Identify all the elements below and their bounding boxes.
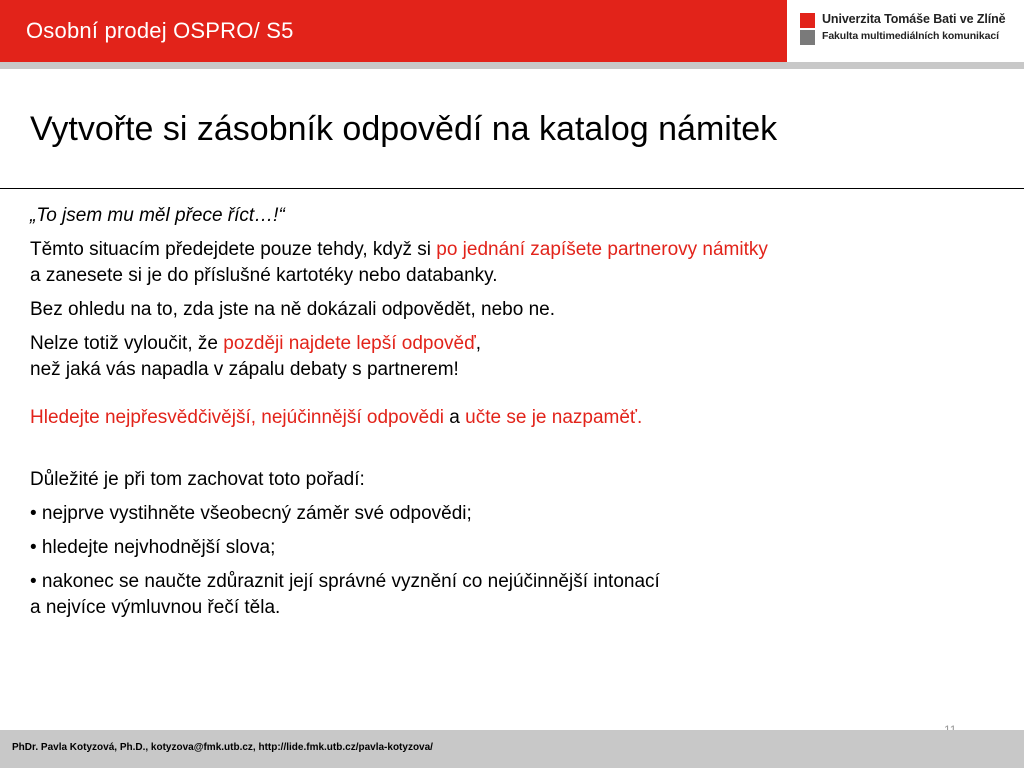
quote-text: „To jsem mu měl přece říct…!“ [30, 205, 285, 226]
spacer [30, 391, 990, 405]
paragraph-3-text-c: než jaká vás napadla v zápalu debaty s partnerem! [30, 359, 459, 380]
paragraph-3 [30, 331, 990, 383]
logo-faculty-name: Fakulta multimediálních komunikací [822, 30, 999, 42]
paragraph-1-text-a: Těmto situacím předejdete pouze tehdy, když si [30, 239, 437, 260]
header-divider-strip [0, 62, 1024, 69]
paragraph-3-text-b: , [475, 333, 482, 354]
list-item-line-2: a nejvíce výmluvnou řečí těla. [30, 597, 281, 618]
slide-title: Vytvořte si zásobník odpovědí na katalog námitek [30, 110, 778, 148]
logo-university-name: Univerzita Tomáše Bati ve Zlíně [822, 12, 1006, 26]
paragraph-1-highlight: po jednání zapíšete partnerovy námitky [436, 239, 768, 260]
paragraph-3-text-a: Nelze totiž vyloučit, že [30, 333, 224, 354]
paragraph-4-text: a [444, 407, 466, 428]
header-title: Osobní prodej OSPRO/ S5 [26, 18, 294, 43]
paragraph-1 [30, 237, 990, 289]
title-divider [0, 188, 1024, 189]
paragraph-5: Důležité je při tom zachovat toto pořadí: [30, 469, 365, 490]
list-item: • hledejte nejvhodnější slova; [30, 537, 276, 558]
paragraph-2: Bez ohledu na to, zda jste na ně dokázali odpovědět, nebo ne. [30, 299, 556, 320]
header-bar [0, 0, 787, 62]
paragraph-4 [30, 405, 990, 431]
paragraph-4-highlight-a: Hledejte nejpřesvědčivější, nejúčinnější odpovědi [30, 407, 445, 428]
list-item: • nejprve vystihněte všeobecný záměr své odpovědi; [30, 503, 472, 524]
paragraph-1-text-b: a zanesete si je do příslušné kartotéky nebo databanky. [30, 265, 498, 286]
slide-content [30, 203, 990, 629]
footer-author-contact: PhDr. Pavla Kotyzová, Ph.D., kotyzova@fmk.utb.cz, http://lide.fmk.utb.cz/pavla-kotyzova/ [12, 742, 433, 753]
paragraph-3-highlight: později najdete lepší odpověď [223, 333, 476, 354]
utb-logo-mark-icon [800, 13, 815, 45]
list-item-line-1: • nakonec se naučte zdůraznit její správné vyznění co nejúčinnější intonací [30, 571, 660, 592]
spacer [30, 439, 990, 467]
university-logo [787, 0, 1024, 62]
list-item [30, 569, 990, 621]
paragraph-4-highlight-b: učte se je nazpaměť. [465, 407, 643, 428]
